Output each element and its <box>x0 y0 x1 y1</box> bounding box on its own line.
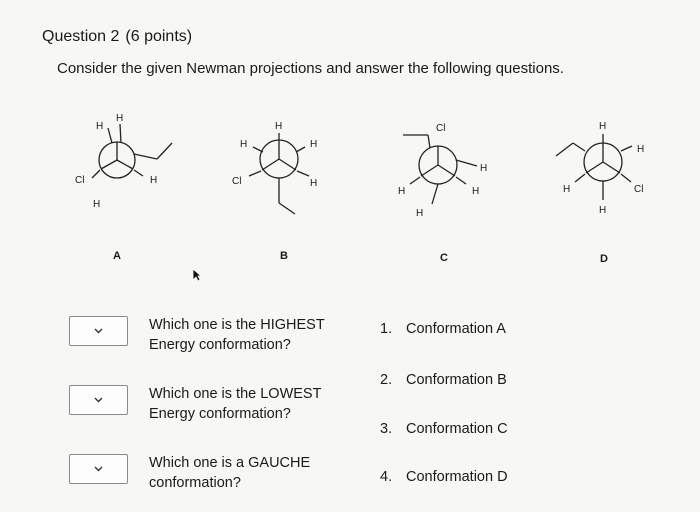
question-lowest <box>149 384 369 424</box>
atom-b-0: H <box>275 121 283 132</box>
atom-a-2: Cl <box>75 175 85 186</box>
atom-a-1: H <box>116 113 124 124</box>
question-lowest-line2: Energy conformation? <box>149 406 291 422</box>
option-4 <box>380 469 508 485</box>
answer-select-lowest[interactable] <box>69 385 128 415</box>
chevron-down-icon <box>94 328 103 334</box>
projection-label-a: A <box>113 250 121 262</box>
projection-b-drawing <box>249 133 309 214</box>
mouse-cursor-icon <box>192 268 202 287</box>
question-gauche-line1: Which one is a GAUCHE <box>149 455 311 471</box>
option-2 <box>380 372 507 388</box>
option-4-text: Conformation D <box>406 469 508 485</box>
atom-d-2: H <box>563 184 571 195</box>
option-2-number: 2. <box>380 372 393 388</box>
atom-d-1: H <box>637 144 645 155</box>
atom-a-3: H <box>150 175 158 186</box>
atom-c-4: H <box>416 208 424 219</box>
question-highest-line1: Which one is the HIGHEST <box>149 317 325 333</box>
atom-b-2: H <box>310 139 318 150</box>
option-3 <box>380 421 508 437</box>
atom-b-4: H <box>310 178 318 189</box>
question-row-highest <box>69 316 128 346</box>
answer-select-gauche[interactable] <box>69 454 128 484</box>
atom-d-3: Cl <box>634 184 644 195</box>
option-1-number: 1. <box>380 321 393 337</box>
option-4-number: 4. <box>380 469 393 485</box>
question-points: (6 points) <box>125 28 193 45</box>
projection-a-drawing <box>92 124 172 178</box>
atom-d-4: H <box>599 205 607 216</box>
projection-label-c: C <box>440 252 448 264</box>
question-highest-line2: Energy conformation? <box>149 337 291 353</box>
option-3-text: Conformation C <box>406 421 508 437</box>
question-prompt: Consider the given Newman projections and answer the following questions. <box>57 60 564 77</box>
atom-c-3: H <box>472 186 480 197</box>
atom-d-0: H <box>599 121 607 132</box>
question-gauche <box>149 453 369 493</box>
option-2-text: Conformation B <box>406 372 507 388</box>
answer-select-highest[interactable] <box>69 316 128 346</box>
atom-c-2: H <box>398 186 406 197</box>
option-1-text: Conformation A <box>406 321 506 337</box>
atom-b-1: H <box>240 139 248 150</box>
atom-c-0: Cl <box>436 123 446 134</box>
option-1 <box>380 321 506 337</box>
atom-a-0: H <box>96 121 104 132</box>
question-row-gauche <box>69 454 128 484</box>
question-highest <box>149 315 369 355</box>
question-gauche-line2: conformation? <box>149 475 241 491</box>
option-3-number: 3. <box>380 421 393 437</box>
question-lowest-line1: Which one is the LOWEST <box>149 386 322 402</box>
chevron-down-icon <box>94 397 103 403</box>
projection-label-d: D <box>600 253 608 265</box>
question-number: Question 2 <box>42 28 120 45</box>
atom-b-3: Cl <box>232 176 242 187</box>
projection-c-drawing <box>403 135 480 204</box>
chevron-down-icon <box>94 466 103 472</box>
question-row-lowest <box>69 385 128 415</box>
atom-a-4: H <box>93 199 101 210</box>
atom-c-1: H <box>480 163 488 174</box>
projection-label-b: B <box>280 250 288 262</box>
